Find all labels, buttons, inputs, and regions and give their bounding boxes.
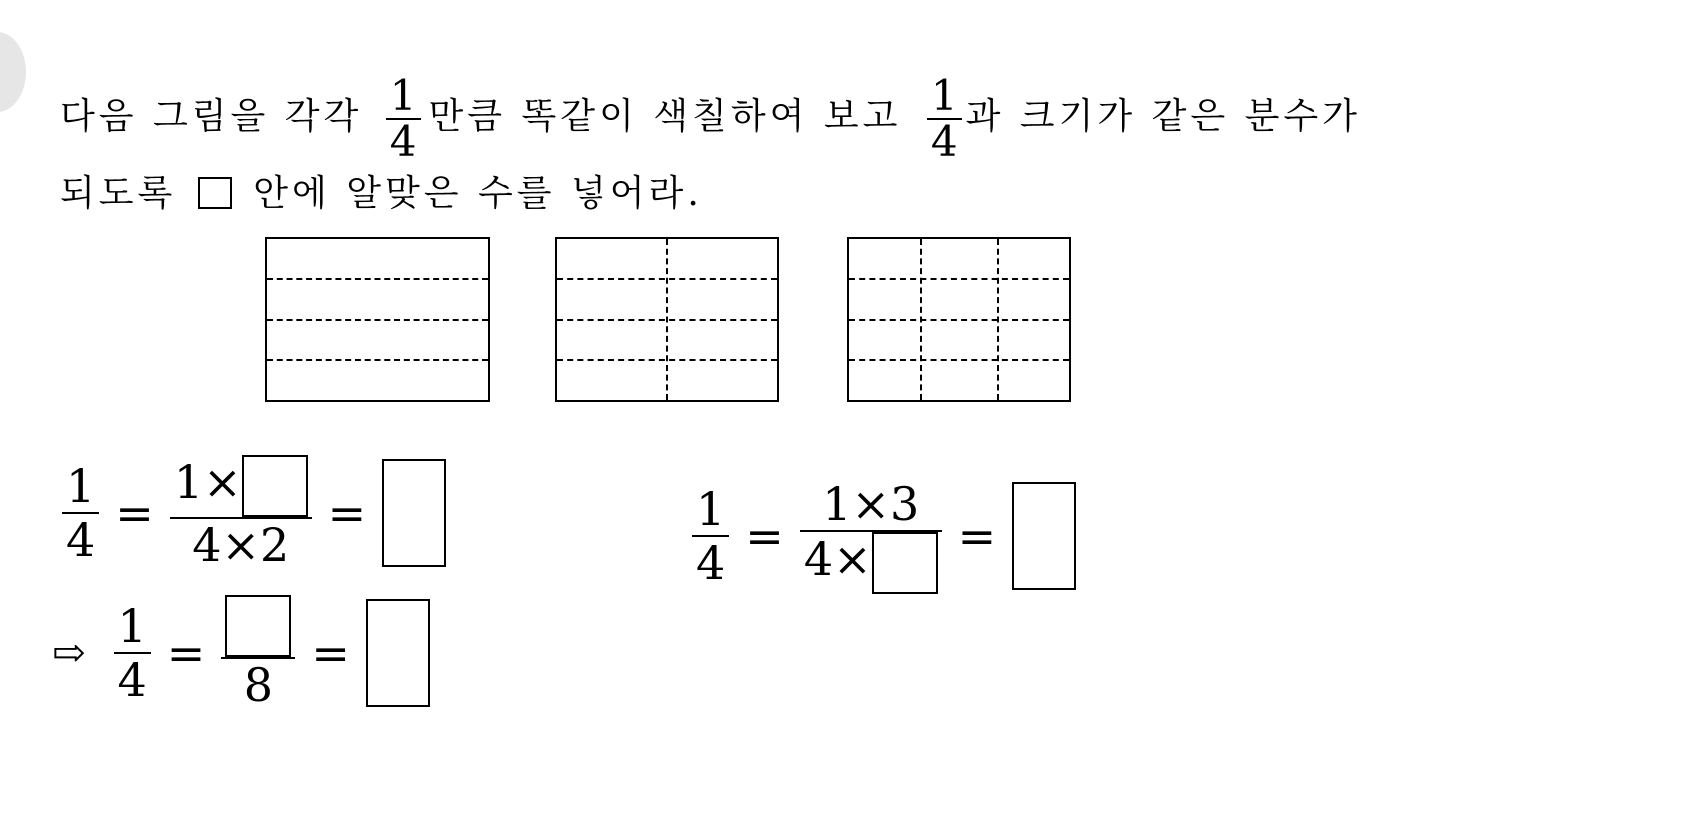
equals-sign: = xyxy=(166,626,206,680)
answer-box[interactable] xyxy=(1012,482,1076,590)
fraction-lhs: $\frac{1}{4}$ xyxy=(62,460,99,566)
dashed-line xyxy=(666,239,668,400)
equation-bottom xyxy=(52,595,430,711)
answer-box[interactable] xyxy=(382,459,446,567)
right-arrow-icon: ⇨ xyxy=(52,630,86,676)
dashed-line xyxy=(920,239,922,400)
numerator-text: 1× xyxy=(173,455,242,509)
dashed-line xyxy=(849,319,1069,321)
question-text-3: 과 크기가 같은 분수가 xyxy=(965,96,1361,137)
question-line-1 xyxy=(60,71,1361,166)
equals-sign: = xyxy=(957,509,997,563)
question-text-1: 다음 그림을 각각 xyxy=(60,96,363,137)
equation-right xyxy=(692,478,1076,594)
dashed-line xyxy=(267,278,488,280)
grid-4x2[interactable] xyxy=(555,237,779,402)
equals-sign: = xyxy=(311,626,350,680)
fraction-one-quarter: $\frac{1}{4}$ xyxy=(386,74,421,164)
dashed-line xyxy=(997,239,999,400)
answer-box[interactable] xyxy=(366,599,430,707)
grid-4x3[interactable] xyxy=(847,237,1071,402)
blank-box-icon xyxy=(198,177,232,209)
fraction-lhs: $\frac{1}{4}$ xyxy=(114,600,151,706)
fraction-one-quarter: $\frac{1}{4}$ xyxy=(927,74,962,164)
equals-sign: = xyxy=(115,486,154,540)
answer-box[interactable] xyxy=(242,455,308,517)
grid-4x1[interactable] xyxy=(265,237,490,402)
equals-sign: = xyxy=(745,509,784,563)
denominator-text: 4× xyxy=(803,532,872,586)
answer-box[interactable] xyxy=(225,595,291,657)
question-line-2 xyxy=(60,174,703,214)
corner-tab xyxy=(0,32,26,112)
question-text-5: 안에 알맞은 수를 넣어라. xyxy=(253,173,703,214)
dashed-line xyxy=(267,359,488,361)
question-text-4: 되도록 xyxy=(60,173,177,214)
question-text-2: 만큼 똑같이 색칠하여 보고 xyxy=(428,96,902,137)
fraction-middle: $\frac{1\times}{4\times 2}$ xyxy=(170,455,312,571)
equation-left xyxy=(62,455,446,571)
fraction-middle: 8 xyxy=(221,595,295,711)
answer-box[interactable] xyxy=(872,532,938,594)
fraction-middle: $\frac{1\times 3}{4\times}$ xyxy=(800,478,942,594)
fraction-lhs: $\frac{1}{4}$ xyxy=(692,483,729,589)
dashed-line xyxy=(849,359,1069,361)
equals-sign: = xyxy=(327,486,367,540)
dashed-line xyxy=(267,319,488,321)
dashed-line xyxy=(849,278,1069,280)
